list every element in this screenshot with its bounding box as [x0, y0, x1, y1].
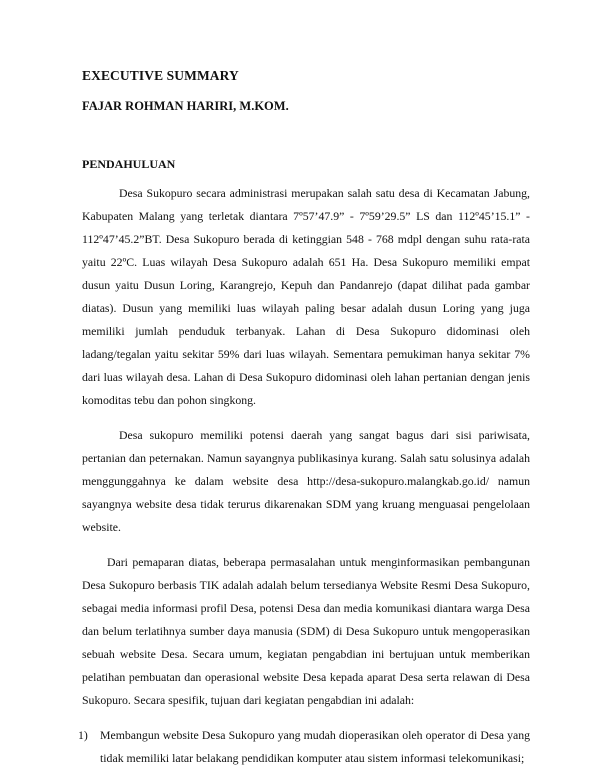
paragraph: Desa sukopuro memiliki potensi daerah yang sangat bagus dari sisi pariwisata, pertanian dan peternakan. Namun sayangnya publikasinya kurang. Salah satu solusinya adalah menggunggahnya ke dalam website desa http://desa-sukopuro.malangkab.go.id/ namun sayangnya website desa tidak terurus dikarenakan SDM yang kruang menguasai pengelolaan website. [82, 428, 530, 534]
paragraph: Dari pemaparan diatas, beberapa permasalahan untuk menginformasikan pembangunan Desa Sukopuro berbasis TIK adalah adalah belum tersedianya Website Resmi Desa Sukopuro, sebagai media informasi profil Desa, potensi Desa dan media komunikasi diantara warga Desa dan belum terlatihnya sumber daya manusia (SDM) di Desa Sukopuro untuk mengoperasikan sebuah website Desa. Secara umum, kegiatan pengabdian ini bertujuan untuk memberikan pelatihan pembuatan dan operasional website Desa kepada aparat Desa serta relawan di Desa Sukopuro. Secara spesifik, tujuan dari kegiatan pengabdian ini adalah: [82, 555, 530, 707]
author-name: FAJAR ROHMAN HARIRI, M.KOM. [82, 99, 289, 113]
list-item-text: Membangun website Desa Sukopuro yang mudah dioperasikan oleh operator di Desa yang tidak memiliki latar belakang pendidikan komputer atau sistem informasi telekomunikasi; [100, 728, 530, 765]
paragraph: Desa Sukopuro secara administrasi merupakan salah satu desa di Kecamatan Jabung, Kabupaten Malang yang terletak diantara 7º57’47.9” - 7º59’29.5” LS dan 112º45’15.1” - 112º47’45.2”BT. Desa Sukopuro berada di ketinggian 548 - 768 mdpl dengan suhu rata-rata yaitu 22ºC. Luas wilayah Desa Sukopuro adalah 651 Ha. Desa Sukopuro memiliki empat dusun yaitu Dusun Loring, Karangrejo, Kepuh dan Pandanrejo (dapat dilihat pada gambar diatas). Dusun yang memiliki luas wilayah paling besar adalah dusun Loring yang juga memiliki jumlah penduduk terbanyak. Lahan di Desa Sukopuro didominasi oleh ladang/tegalan yaitu sekitar 59% dari luas wilayah. Sementara pemukiman hanya sekitar 7% dari luas wilayah desa. Lahan di Desa Sukopuro didominasi oleh lahan pertanian dengan jenis komoditas tebu dan pohon singkong. [82, 186, 530, 407]
objectives-list [78, 724, 530, 770]
document-title: EXECUTIVE SUMMARY [82, 68, 239, 83]
list-item [78, 724, 530, 770]
section-heading: PENDAHULUAN [82, 157, 176, 171]
document-body [78, 182, 530, 770]
list-item-number: 1) [78, 728, 88, 742]
